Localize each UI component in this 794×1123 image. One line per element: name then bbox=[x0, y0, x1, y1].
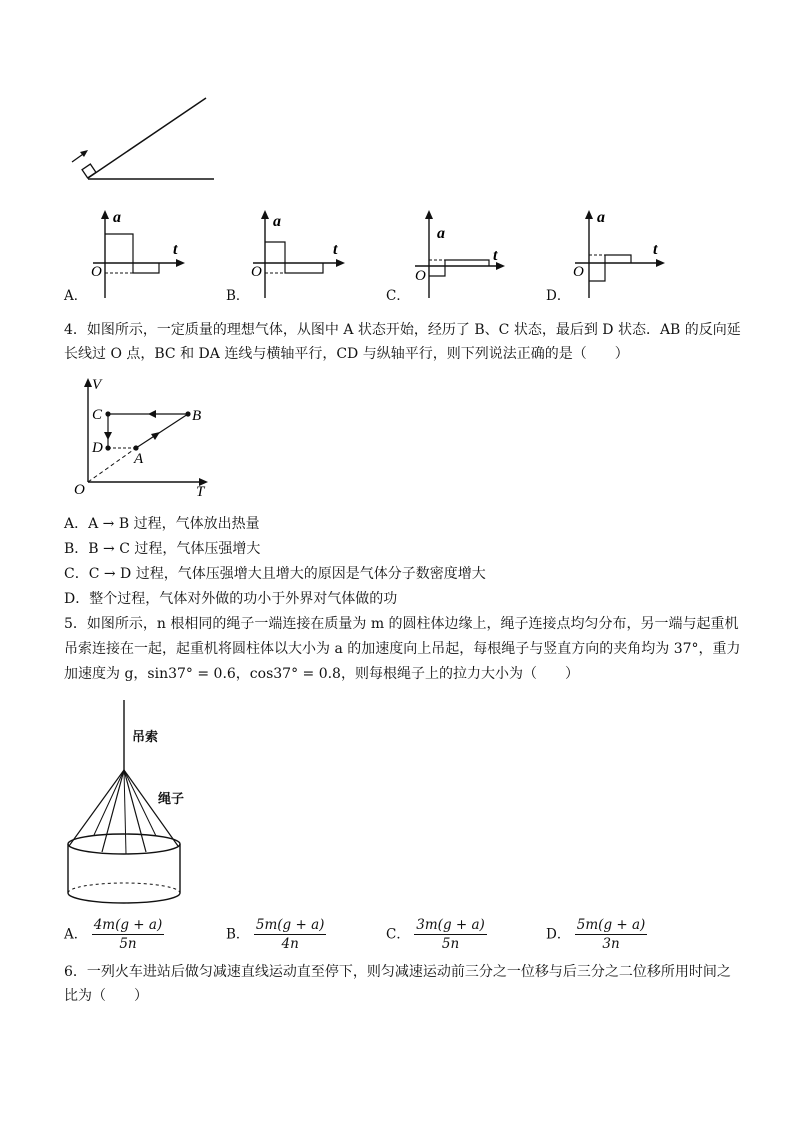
graph-b bbox=[245, 208, 355, 300]
q4-option-c[interactable]: C．C → D 过程，气体压强增大且增大的原因是气体分子数密度增大 bbox=[64, 566, 486, 582]
q5-stem-line2: 吊索连接在一起，起重机将圆柱体以大小为 a 的加速度向上吊起，每根绳子与竖直方向的夹角均为 37°，重力 bbox=[64, 641, 741, 657]
option-letter: C． bbox=[386, 926, 410, 943]
q4-option-b[interactable]: B．B → C 过程，气体压强增大 bbox=[64, 541, 261, 557]
axis-a-label: a bbox=[597, 209, 605, 226]
fraction-numerator: 3m(g + a) bbox=[416, 917, 485, 933]
segment-ab bbox=[136, 414, 188, 448]
axis-a-label: a bbox=[437, 225, 445, 242]
graph-d bbox=[565, 208, 675, 300]
q5-option-d[interactable] bbox=[546, 916, 647, 953]
axis-a-label: a bbox=[273, 213, 281, 230]
fraction-denominator: 3n bbox=[602, 936, 620, 952]
origin-label: O bbox=[91, 264, 102, 280]
fraction-numerator: 5m(g + a) bbox=[576, 917, 646, 933]
cylinder-top bbox=[68, 834, 180, 854]
point-a-label: A bbox=[134, 451, 144, 467]
option-letter: B． bbox=[226, 926, 250, 943]
point-d-label: D bbox=[92, 440, 103, 456]
origin-label: O bbox=[251, 264, 262, 280]
q4-option-a[interactable]: A．A → B 过程，气体放出热量 bbox=[64, 516, 260, 532]
positive-segment bbox=[105, 234, 133, 263]
positive-segment bbox=[265, 242, 285, 263]
origin-label: O bbox=[74, 482, 85, 498]
q4-option-d[interactable]: D．整个过程，气体对外做的功小于外界对气体做的功 bbox=[64, 591, 398, 607]
negative-segment bbox=[429, 266, 445, 276]
fraction-denominator: 4n bbox=[281, 936, 299, 952]
axis-t-label: t bbox=[493, 247, 498, 264]
point-c-label: C bbox=[92, 407, 103, 423]
vt-graph bbox=[70, 372, 220, 502]
cylinder-bottom-front bbox=[68, 893, 180, 903]
q5-stem-line1: 5．如图所示，n 根相同的绳子一端连接在质量为 m 的圆柱体边缘上，绳子连接点均匀分布，另一端与起重机 bbox=[64, 616, 739, 632]
option-fraction bbox=[414, 916, 487, 953]
q3-choice-b[interactable]: B． bbox=[226, 288, 250, 304]
option-letter: A． bbox=[64, 926, 88, 943]
fraction-denominator: 5n bbox=[119, 936, 137, 952]
fraction-denominator: 5n bbox=[441, 936, 460, 952]
option-fraction bbox=[254, 916, 327, 953]
q4-stem-line2: 长线过 O 点，BC 和 DA 连线与横轴平行，CD 与纵轴平行，则下列说法正确的是（ ） bbox=[64, 346, 629, 362]
graph-a bbox=[85, 208, 195, 300]
origin-label: O bbox=[415, 268, 426, 284]
negative-segment bbox=[133, 263, 159, 273]
cylinder-bottom-back bbox=[68, 883, 180, 893]
label-rope: 绳子 bbox=[158, 792, 185, 807]
axis-t-label: t bbox=[173, 241, 178, 258]
q6-stem-line1: 6．一列火车进站后做匀减速直线运动直至停下，则匀减速运动前三分之一位移与后三分之二位移所用时间之 bbox=[64, 964, 731, 980]
q5-option-b[interactable] bbox=[226, 916, 326, 953]
label-cable: 吊索 bbox=[132, 730, 159, 745]
positive-segment bbox=[605, 255, 631, 263]
option-fraction bbox=[92, 916, 165, 953]
v-axis-label: V bbox=[92, 377, 102, 393]
q5-option-c[interactable] bbox=[386, 916, 487, 953]
fraction-numerator: 5m(g + a) bbox=[255, 917, 325, 933]
q6-stem-line2: 比为（ ） bbox=[64, 988, 148, 1004]
axis-t-label: t bbox=[333, 241, 338, 258]
q3-choice-a[interactable]: A． bbox=[64, 288, 88, 304]
option-letter: D． bbox=[546, 926, 571, 943]
block bbox=[82, 164, 96, 178]
positive-segment bbox=[445, 260, 489, 266]
q5-option-a[interactable] bbox=[64, 916, 164, 953]
incline-figure bbox=[60, 90, 230, 190]
option-fraction bbox=[575, 916, 648, 953]
axis-t-label: t bbox=[653, 241, 658, 258]
fraction-numerator: 4m(g + a) bbox=[93, 917, 163, 933]
origin-label: O bbox=[573, 264, 584, 280]
t-axis-label: T bbox=[196, 484, 205, 500]
axis-a-label: a bbox=[113, 209, 121, 226]
negative-segment bbox=[589, 263, 605, 281]
incline-surface bbox=[88, 98, 206, 178]
negative-segment bbox=[285, 263, 323, 273]
q4-stem-line1: 4．如图所示，一定质量的理想气体，从图中 A 状态开始，经历了 B、C 状态，最后到 D 状态．AB 的反向延 bbox=[64, 322, 741, 338]
point-b-label: B bbox=[192, 408, 202, 424]
q5-stem-line3: 加速度为 g，sin37° = 0.6，cos37° = 0.8，则每根绳子上的拉力大小为（ ） bbox=[64, 666, 579, 682]
q3-choice-d[interactable]: D． bbox=[546, 288, 571, 304]
q3-choice-c[interactable]: C． bbox=[386, 288, 410, 304]
graph-c bbox=[405, 208, 515, 300]
